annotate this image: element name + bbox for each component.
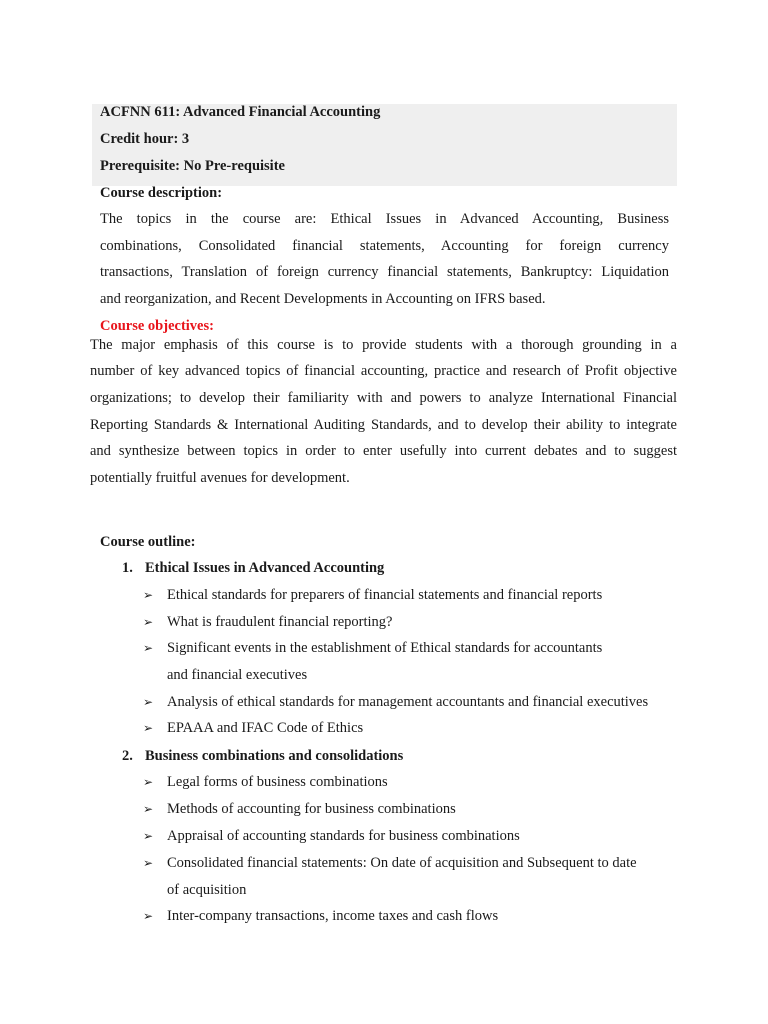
- list-item: [143, 720, 363, 737]
- arrowhead-bullet-icon: ➢: [143, 615, 154, 629]
- list-item-text: Legal forms of business combinations: [167, 774, 388, 790]
- list-item-text: What is fraudulent financial reporting?: [167, 614, 393, 630]
- course-objectives-heading: Course objectives:: [100, 318, 214, 334]
- list-item-continuation: and financial executives: [167, 667, 308, 683]
- course-description-heading: Course description:: [100, 185, 223, 201]
- objectives-line: Reporting Standards & International Auditing Standards, and to develop their ability to integrate: [90, 417, 677, 433]
- course-outline-heading: Course outline:: [100, 534, 196, 550]
- arrowhead-bullet-icon: ➢: [143, 588, 154, 602]
- arrowhead-bullet-icon: ➢: [143, 909, 154, 923]
- section-title: Ethical Issues in Advanced Accounting: [145, 560, 385, 576]
- description-line: and reorganization, and Recent Developments in Accounting on IFRS based.: [100, 291, 546, 307]
- description-line: The topics in the course are: Ethical Issues in Advanced Accounting, Business: [100, 211, 669, 227]
- section-number: 1.: [122, 560, 133, 576]
- list-item: [143, 774, 388, 791]
- list-item: [143, 855, 637, 872]
- credit-hour: Credit hour: 3: [100, 131, 190, 147]
- list-item: [143, 640, 602, 657]
- list-item-continuation: of acquisition: [167, 882, 247, 898]
- objectives-line: potentially fruitful avenues for development.: [90, 470, 350, 486]
- description-line: transactions, Translation of foreign currency financial statements, Bankruptcy: Liquidation: [100, 264, 669, 280]
- objectives-line: organizations; to develop their familiarity with and powers to analyze International Financial: [90, 390, 677, 406]
- list-item-text: Analysis of ethical standards for management accountants and financial executives: [167, 694, 649, 710]
- arrowhead-bullet-icon: ➢: [143, 829, 154, 843]
- arrowhead-bullet-icon: ➢: [143, 775, 154, 789]
- list-item: [143, 828, 520, 845]
- objectives-line: The major emphasis of this course is to provide students with a thorough grounding in a: [90, 337, 677, 353]
- arrowhead-bullet-icon: ➢: [143, 695, 154, 709]
- list-item-text: Appraisal of accounting standards for business combinations: [167, 828, 520, 844]
- objectives-line: number of key advanced topics of financial accounting, practice and research of Profit objective: [90, 363, 677, 379]
- list-item-text: EPAAA and IFAC Code of Ethics: [167, 720, 364, 736]
- arrowhead-bullet-icon: ➢: [143, 802, 154, 816]
- list-item: [143, 801, 456, 818]
- list-item: [143, 908, 498, 925]
- list-item-text: Inter-company transactions, income taxes and cash flows: [167, 908, 499, 924]
- arrowhead-bullet-icon: ➢: [143, 856, 154, 870]
- section-number: 2.: [122, 748, 133, 764]
- course-title: ACFNN 611: Advanced Financial Accounting: [100, 104, 381, 120]
- outline-section-2: [122, 748, 403, 765]
- list-item-text: Ethical standards for preparers of financial statements and financial reports: [167, 587, 603, 603]
- list-item: [143, 587, 602, 604]
- list-item-text: Significant events in the establishment of Ethical standards for accountants: [167, 640, 603, 656]
- list-item: [143, 694, 648, 711]
- objectives-line: and synthesize between topics in order to enter usefully into current debates and to suggest: [90, 443, 677, 459]
- list-item-text: Consolidated financial statements: On date of acquisition and Subsequent to date: [167, 855, 637, 871]
- description-line: combinations, Consolidated financial statements, Accounting for foreign currency: [100, 238, 669, 254]
- section-title: Business combinations and consolidations: [145, 748, 404, 764]
- arrowhead-bullet-icon: ➢: [143, 721, 154, 735]
- outline-section-1: [122, 560, 384, 577]
- list-item: [143, 614, 392, 631]
- arrowhead-bullet-icon: ➢: [143, 641, 154, 655]
- list-item-text: Methods of accounting for business combinations: [167, 801, 456, 817]
- prerequisite: Prerequisite: No Pre-requisite: [100, 158, 285, 174]
